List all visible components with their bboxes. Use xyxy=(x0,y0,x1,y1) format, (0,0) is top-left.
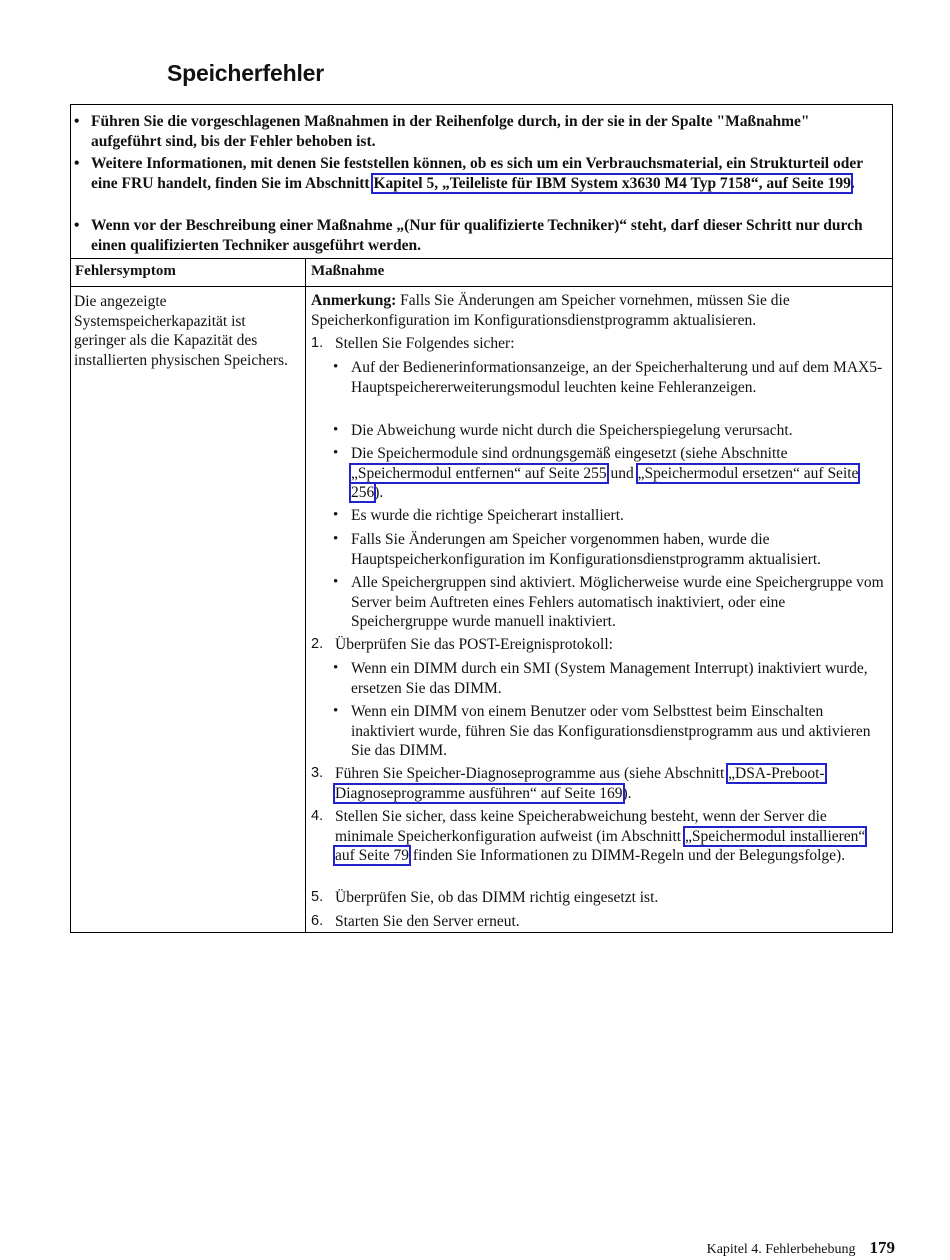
table-header xyxy=(71,259,892,287)
page-number: 179 xyxy=(869,1238,895,1257)
bullet-icon: • xyxy=(74,113,80,130)
bullet-icon: • xyxy=(333,703,339,719)
bullet-icon: • xyxy=(333,574,339,590)
step-4: Stellen Sie sicher, dass keine Speicherabweichung besteht, wenn der Server die minimale Speicherkonfiguration aufweist (im Abschnitt „Speichermodul installieren“ auf Seite 79 finden Sie Informationen zu DIMM-Regeln und der Belegungsfolge). xyxy=(335,808,866,864)
link-parts-list[interactable]: Kapitel 5, „Teileliste für IBM System x3630 M4 Typ 7158“, auf Seite 199 xyxy=(373,175,851,192)
step-2: Überprüfen Sie das POST-Ereignisprotokoll: xyxy=(335,636,613,653)
column-divider xyxy=(305,259,306,932)
instructions-panel xyxy=(71,105,892,259)
bullet-icon: • xyxy=(333,445,339,461)
step-number: 6. xyxy=(311,913,324,929)
bullet-icon: • xyxy=(74,217,80,234)
step-1-item: Es wurde die richtige Speicherart installiert. xyxy=(351,507,624,524)
symptom-cell: Die angezeigte Systemspeicherkapazität ist geringer als die Kapazität des installierten physischen Speichers. xyxy=(74,293,288,369)
page-footer xyxy=(707,1238,895,1258)
header-action: Maßnahme xyxy=(311,263,385,279)
step-1-item-links: Die Speichermodule sind ordnungsgemäß eingesetzt (siehe Abschnitte „Speichermodul entfernen“ auf Seite 255 und „Speichermodul ersetzen“ auf Seite 256). xyxy=(351,445,859,501)
step-5: Überprüfen Sie, ob das DIMM richtig eingesetzt ist. xyxy=(335,889,659,906)
step-1-item: Die Abweichung wurde nicht durch die Speicherspiegelung verursacht. xyxy=(351,422,793,439)
instruction-3: • Wenn vor der Beschreibung einer Maßnahme „(Nur für qualifizierte Techniker)“ steht, darf dieser Schritt nur durch einen qualifizierten Techniker ausgeführt werden. xyxy=(74,217,863,254)
bullet-icon: • xyxy=(333,660,339,676)
instruction-1: • Führen Sie die vorgeschlagenen Maßnahmen in der Reihenfolge durch, in der sie in der Spalte "Maßnahme" aufgeführt sind, bis der Fehler behoben ist. xyxy=(74,113,810,150)
header-symptom: Fehlersymptom xyxy=(75,263,176,279)
step-number: 5. xyxy=(311,889,324,905)
link-dsa-preboot[interactable]: „DSA-Preboot-Diagnoseprogramme ausführen“ auf Seite 169 xyxy=(335,765,825,802)
action-note: Anmerkung: Falls Sie Änderungen am Speicher vornehmen, müssen Sie die Speicherkonfiguration im Konfigurationsdienstprogramm aktualisieren. xyxy=(311,292,790,329)
step-number: 3. xyxy=(311,765,324,781)
step-2-item: Wenn ein DIMM durch ein SMI (System Management Interrupt) inaktiviert wurde, ersetzen Sie das DIMM. xyxy=(351,660,868,697)
step-1-item: Auf der Bedienerinformationsanzeige, an der Speicherhalterung und auf dem MAX5-Hauptspeichererweiterungsmodul leuchten keine Fehleranzeigen. xyxy=(351,359,883,396)
instruction-2: • Weitere Informationen, mit denen Sie feststellen können, ob es sich um ein Verbrauchsmaterial, ein Strukturteil oder eine FRU handelt, finden Sie im Abschnitt Kapitel 5, „Teileliste für IBM System x3630 M4 Typ 7158“, auf Seite 199. xyxy=(74,155,863,192)
step-1-item: Falls Sie Änderungen am Speicher vorgenommen haben, wurde die Hauptspeicherkonfiguration im Konfigurationsdienstprogramm aktualisiert. xyxy=(351,531,822,568)
bullet-icon: • xyxy=(74,155,80,172)
step-6: Starten Sie den Server erneut. xyxy=(335,913,520,930)
bullet-icon: • xyxy=(333,359,339,375)
step-2-item: Wenn ein DIMM von einem Benutzer oder vom Selbsttest beim Einschalten inaktiviert wurde, führen Sie das Konfigurationsdienstprogramm aus und aktivieren Sie das DIMM. xyxy=(351,703,871,759)
link-install-memory[interactable]: „Speichermodul installieren“ auf Seite 79 xyxy=(335,827,866,864)
bullet-icon: • xyxy=(333,507,339,523)
page-title: Speicherfehler xyxy=(167,60,324,86)
memory-error-table xyxy=(70,104,893,933)
step-number: 1. xyxy=(311,335,324,351)
link-replace-memory[interactable]: „Speichermodul ersetzen“ auf Seite 256 xyxy=(351,464,859,501)
bullet-icon: • xyxy=(333,422,339,438)
step-3: Führen Sie Speicher-Diagnoseprogramme aus (siehe Abschnitt „DSA-Preboot-Diagnoseprogramme ausführen“ auf Seite 169). xyxy=(335,765,825,802)
bullet-icon: • xyxy=(333,531,339,547)
footer-chapter: Kapitel 4. Fehlerbehebung xyxy=(706,1242,856,1257)
link-remove-memory[interactable]: „Speichermodul entfernen“ auf Seite 255 xyxy=(351,464,607,482)
step-1-item: Alle Speichergruppen sind aktiviert. Möglicherweise wurde eine Speichergruppe vom Server beim Auftreten eines Fehlers automatisch inaktiviert, oder eine Speichergruppe wurde manuell inaktiviert. xyxy=(351,574,884,630)
step-number: 4. xyxy=(311,808,324,824)
step-number: 2. xyxy=(311,636,324,652)
step-1: Stellen Sie Folgendes sicher: xyxy=(335,335,515,352)
